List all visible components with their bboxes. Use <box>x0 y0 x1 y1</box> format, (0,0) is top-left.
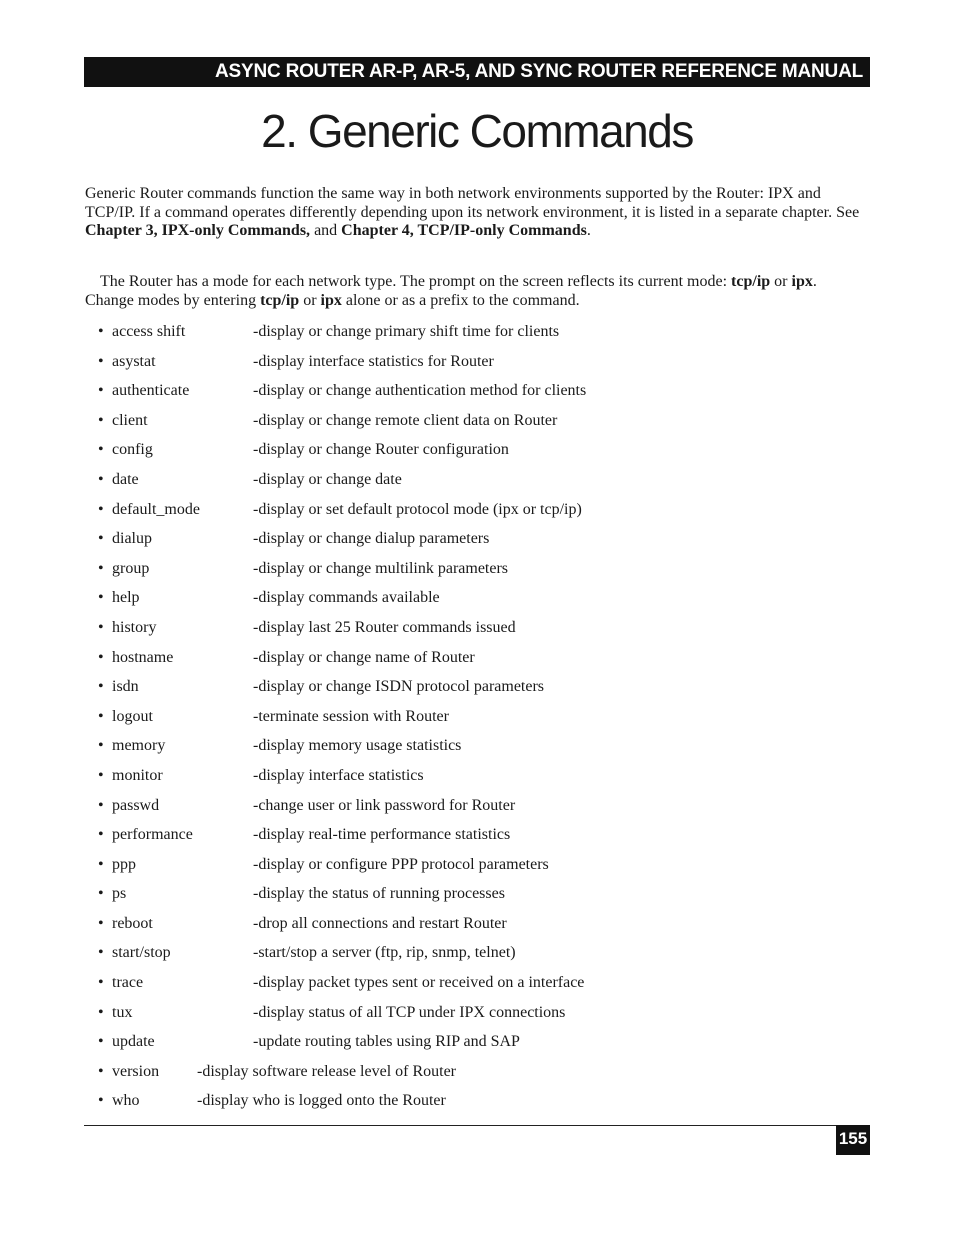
bullet-icon: • <box>98 500 104 518</box>
bullet-icon: • <box>98 1033 104 1051</box>
command-item <box>98 1057 586 1087</box>
command-item <box>98 495 586 525</box>
chapter-3-reference: Chapter 3, IPX-only Commands, <box>85 222 311 240</box>
bullet-icon: • <box>98 618 104 636</box>
intro-text: or <box>770 273 792 290</box>
command-description: -display or change authentication method for clients <box>253 382 587 400</box>
bullet-icon: • <box>98 707 104 725</box>
command-name: help <box>112 589 140 607</box>
command-name: logout <box>112 707 153 725</box>
command-item <box>98 613 586 643</box>
command-description: -display or change multilink parameters <box>253 559 509 577</box>
command-item <box>98 554 586 584</box>
command-description: -display interface statistics <box>253 766 424 784</box>
command-name: access shift <box>112 323 186 340</box>
mode-keyword: ipx <box>320 291 342 309</box>
bullet-icon: • <box>98 441 104 459</box>
command-description: -display or change name of Router <box>253 648 475 666</box>
bullet-icon: • <box>98 411 104 429</box>
command-item <box>98 1027 586 1057</box>
bullet-icon: • <box>98 323 104 340</box>
command-name: isdn <box>112 678 139 696</box>
command-name: group <box>112 559 150 577</box>
mode-keyword: tcp/ip <box>731 273 771 290</box>
intro-text: Generic Router commands function the same way in both network environments supported by the Router: IPX and TCP/IP. If a command operates differently depending upon its network environment, it is listed in a separate chapter. See <box>85 185 860 221</box>
intro-text: . <box>586 222 591 240</box>
command-description: -display packet types sent or received on a interface <box>253 974 585 992</box>
intro-text: . Change modes by entering <box>85 273 817 309</box>
bullet-icon: • <box>98 678 104 696</box>
command-description: -terminate session with Router <box>253 707 449 725</box>
bullet-icon: • <box>98 382 104 400</box>
command-item <box>98 938 586 968</box>
command-item <box>98 820 586 850</box>
bullet-icon: • <box>98 470 104 488</box>
command-description: -display or change ISDN protocol parameters <box>253 678 545 696</box>
command-description: -display interface statistics for Router <box>253 352 494 370</box>
intro-text: The Router has a mode for each network type. The prompt on the screen reflects its current mode: <box>100 273 732 290</box>
command-item <box>98 406 586 436</box>
command-item <box>98 376 586 406</box>
command-name: tux <box>112 1003 133 1021</box>
command-item <box>98 643 586 673</box>
command-item <box>98 347 586 377</box>
command-item <box>98 968 586 998</box>
bullet-icon: • <box>98 914 104 932</box>
command-name: memory <box>112 737 166 755</box>
command-description: -display last 25 Router commands issued <box>253 618 516 636</box>
command-name: reboot <box>112 914 153 932</box>
command-name: client <box>112 411 148 429</box>
command-description: -display commands available <box>253 589 440 607</box>
bullet-icon: • <box>98 974 104 992</box>
command-name: monitor <box>112 766 163 784</box>
command-list <box>98 317 586 1116</box>
bullet-icon: • <box>98 737 104 755</box>
command-description: -drop all connections and restart Router <box>253 914 507 932</box>
command-name: asystat <box>112 352 156 370</box>
command-description: -display status of all TCP under IPX connections <box>253 1003 566 1021</box>
footer-rule <box>84 1125 870 1126</box>
command-description: -display or change primary shift time for clients <box>253 323 560 340</box>
command-description: -display software release level of Router <box>197 1062 457 1080</box>
command-name: passwd <box>112 796 160 814</box>
manual-title: ASYNC ROUTER AR-P, AR-5, AND SYNC ROUTER REFERENCE MANUAL <box>214 61 863 82</box>
command-name: config <box>112 441 153 459</box>
command-description: -display who is logged onto the Router <box>197 1092 446 1110</box>
command-name: ppp <box>112 855 136 873</box>
command-item <box>98 672 586 702</box>
intro-paragraph-2 <box>85 273 865 310</box>
command-item <box>98 731 586 761</box>
command-name: default_mode <box>112 500 200 518</box>
command-item <box>98 1086 586 1116</box>
bullet-icon: • <box>98 796 104 814</box>
command-item <box>98 317 586 347</box>
command-description: -display or change date <box>253 470 402 488</box>
command-description: -display the status of running processes <box>253 885 505 903</box>
intro-text: or <box>299 291 321 309</box>
bullet-icon: • <box>98 1062 104 1080</box>
intro-text: alone or as a prefix to the command. <box>341 291 580 309</box>
command-name: who <box>112 1092 140 1110</box>
command-item <box>98 583 586 613</box>
command-description: -start/stop a server (ftp, rip, snmp, telnet) <box>253 944 516 962</box>
intro-text: and <box>310 222 342 240</box>
bullet-icon: • <box>98 352 104 370</box>
command-name: performance <box>112 826 193 844</box>
command-item <box>98 465 586 495</box>
command-name: dialup <box>112 530 152 548</box>
command-name: hostname <box>112 648 174 666</box>
bullet-icon: • <box>98 855 104 873</box>
command-description: -display or configure PPP protocol parameters <box>253 855 549 873</box>
command-name: ps <box>112 885 127 903</box>
mode-keyword: ipx <box>791 273 813 290</box>
command-item <box>98 702 586 732</box>
command-name: trace <box>112 974 144 992</box>
command-name: version <box>112 1062 160 1080</box>
command-name: update <box>112 1033 155 1051</box>
command-description: -display or change remote client data on Router <box>253 411 558 429</box>
bullet-icon: • <box>98 826 104 844</box>
command-item <box>98 850 586 880</box>
command-item <box>98 998 586 1028</box>
chapter-4-reference: Chapter 4, TCP/IP-only Commands <box>341 222 587 240</box>
bullet-icon: • <box>98 944 104 962</box>
header-bar <box>84 57 870 87</box>
command-description: -update routing tables using RIP and SAP <box>253 1033 520 1051</box>
command-item <box>98 435 586 465</box>
bullet-icon: • <box>98 1092 104 1110</box>
bullet-icon: • <box>98 648 104 666</box>
command-item <box>98 909 586 939</box>
command-description: -display real-time performance statistics <box>253 826 511 844</box>
command-description: -display or change Router configuration <box>253 441 509 459</box>
bullet-icon: • <box>98 530 104 548</box>
command-description: -display or change dialup parameters <box>253 530 490 548</box>
command-name: date <box>112 470 139 488</box>
bullet-icon: • <box>98 589 104 607</box>
intro-paragraph-1 <box>85 185 865 241</box>
chapter-title: 2. Generic Commands <box>261 105 693 157</box>
mode-keyword: tcp/ip <box>260 291 300 309</box>
command-item <box>98 761 586 791</box>
bullet-icon: • <box>98 766 104 784</box>
command-item <box>98 879 586 909</box>
command-description: -display or set default protocol mode (ipx or tcp/ip) <box>253 500 582 518</box>
command-name: history <box>112 618 157 636</box>
bullet-icon: • <box>98 885 104 903</box>
command-description: -display memory usage statistics <box>253 737 462 755</box>
command-item <box>98 524 586 554</box>
bullet-icon: • <box>98 559 104 577</box>
command-description: -change user or link password for Router <box>253 796 516 814</box>
command-name: authenticate <box>112 382 190 400</box>
page-number: 155 <box>836 1125 870 1155</box>
bullet-icon: • <box>98 1003 104 1021</box>
command-item <box>98 791 586 821</box>
command-name: start/stop <box>112 944 171 962</box>
